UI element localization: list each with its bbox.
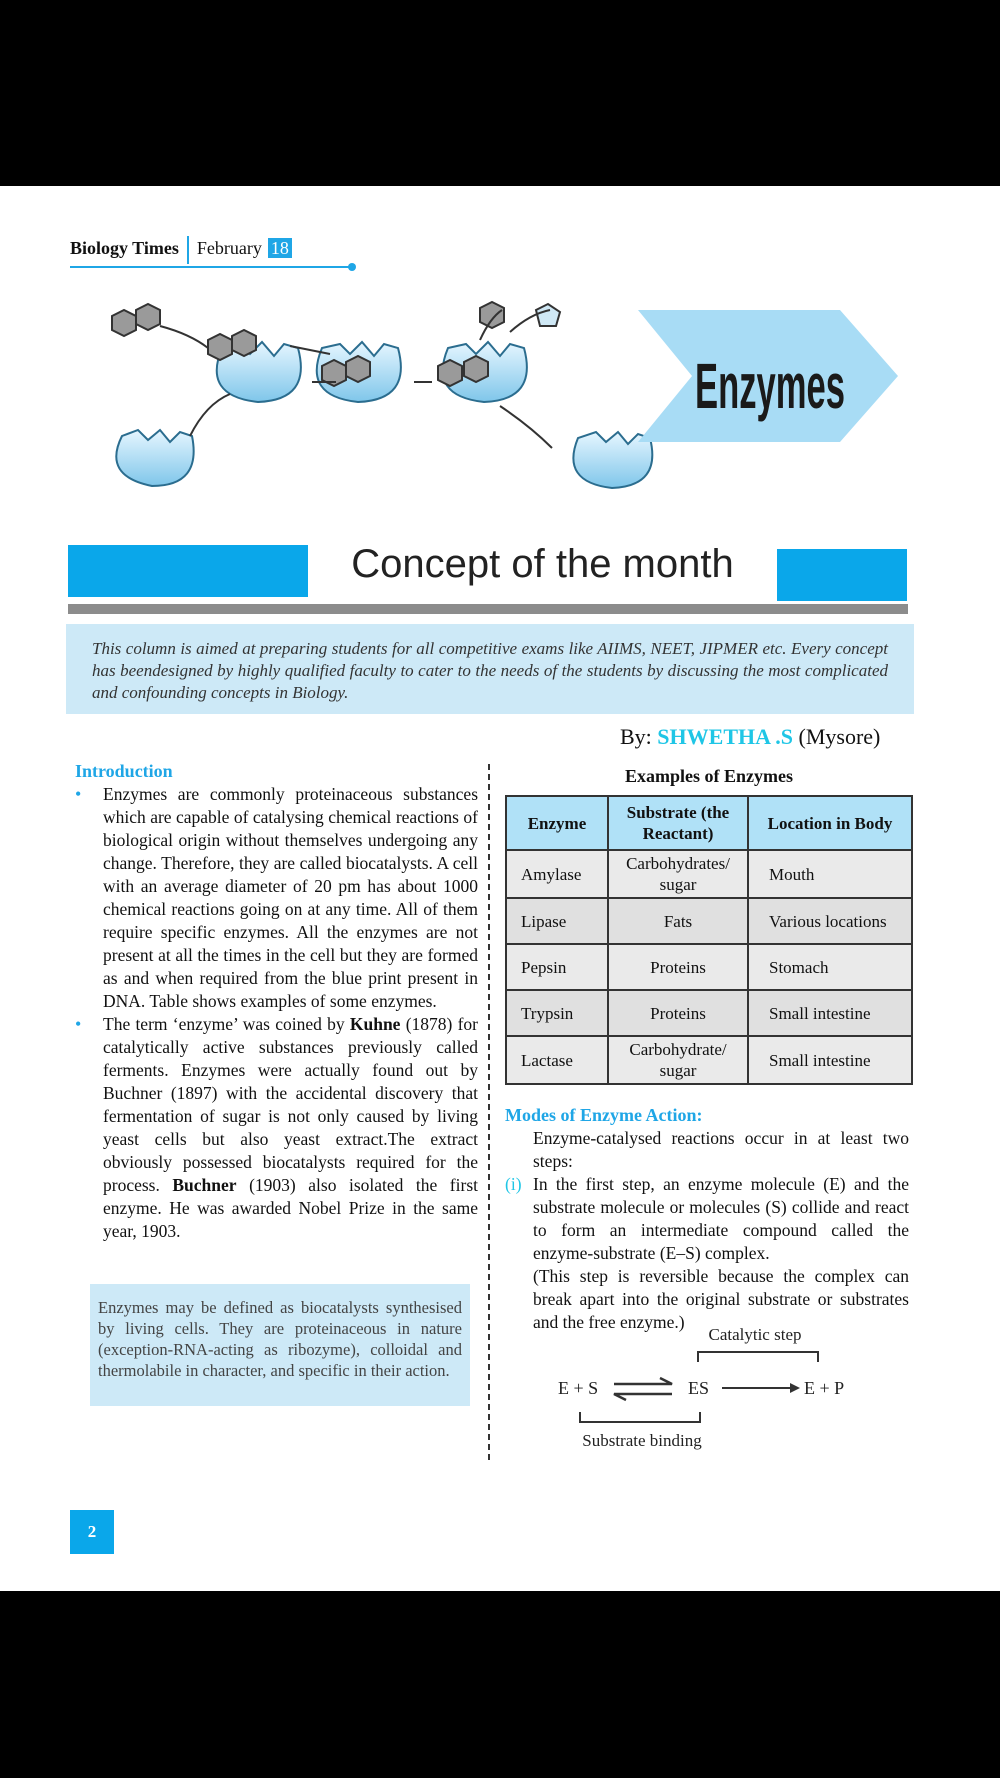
catalytic-step-label: Catalytic step	[708, 1325, 802, 1344]
page-number: 2	[70, 1510, 114, 1554]
forward-arrowhead	[790, 1383, 800, 1393]
product-hexagon	[464, 356, 488, 382]
table-cell: Carbohydrate/ sugar	[608, 1036, 748, 1084]
enzymes-title: Enzymes	[695, 350, 845, 422]
concept-heading: Concept of the month	[351, 542, 734, 586]
right-column	[505, 766, 913, 1085]
table-row	[506, 850, 912, 898]
bold-term: Buchner	[172, 1175, 237, 1195]
table-row	[506, 990, 912, 1036]
bullet-icon: •	[75, 784, 82, 804]
issue-day: 18	[268, 238, 292, 258]
column-header: Location in Body	[748, 796, 912, 850]
complex-label: ES	[688, 1378, 710, 1398]
enzymes-table	[505, 795, 913, 1085]
author-place: (Mysore)	[798, 724, 881, 749]
modes-heading: Modes of Enzyme Action:	[505, 1105, 703, 1125]
column-intro-text: This column is aimed at preparing students for all competitive exams like AIIMS, NEET, JIPMER etc. Every concept has beendesigned by highly qualified faculty to cater to the needs of the students by discussing the most complicated and confounding concepts in Biology.	[92, 639, 888, 702]
table-cell: Lipase	[506, 898, 608, 944]
modes-lead: Enzyme-catalysed reactions occur in at least two steps:	[533, 1128, 909, 1171]
substrate-hexagon	[232, 330, 256, 356]
product-hexagon	[438, 360, 462, 386]
title-bar-left	[68, 545, 308, 597]
table-row	[506, 898, 912, 944]
column-header: Enzyme	[506, 796, 608, 850]
header-underline	[70, 266, 352, 268]
substrate-binding-label: Substrate binding	[582, 1431, 702, 1450]
introduction-heading: Introduction	[75, 761, 173, 781]
column-divider	[488, 764, 490, 1460]
bullet-text: Enzymes are commonly proteinaceous substances which are capable of catalysing chemical reactions of biological origin without themselves undergoing any change. Therefore, they are called biocatalysts. A cell with an average diameter of 20 pm has about 1000 chemical reactions going on at any time. All of them require specific enzymes. All the enzymes are not present at all the times in the cell but they are formed as and when required from the blue print present in DNA. Table shows examples of some enzymes.	[103, 784, 478, 1011]
table-cell: Carbohydrates/ sugar	[608, 850, 748, 898]
arrow	[500, 406, 552, 448]
table-cell: Proteins	[608, 944, 748, 990]
enzyme-illustration	[60, 296, 920, 556]
table-cell: Proteins	[608, 990, 748, 1036]
table-title: Examples of Enzymes	[625, 766, 793, 786]
table-header-row	[506, 796, 912, 850]
table-cell: Amylase	[506, 850, 608, 898]
table-cell: Various locations	[748, 898, 912, 944]
product-pentagon	[536, 304, 560, 326]
reactants-label: E + S	[558, 1378, 599, 1398]
bullet-text: (1878) for catalytically active substances previously called ferments. Enzymes were actually found out by Buchner (1897) with the accidental discovery that fermentation of sugar is not only caused by living yeast cells but also yeast extract.The extract obviously possessed biocatalysts required for the process.	[103, 1014, 478, 1195]
title-underbar	[68, 604, 908, 614]
header-underline-dot	[348, 263, 356, 271]
header-separator	[187, 236, 189, 264]
table-cell: Small intestine	[748, 1036, 912, 1084]
table-row	[506, 1036, 912, 1084]
substrate-hexagon	[346, 356, 370, 382]
table-cell: Mouth	[748, 850, 912, 898]
definition-box	[90, 1284, 470, 1406]
column-intro-box	[66, 624, 914, 714]
byline-prefix: By:	[620, 724, 652, 749]
bullet-icon: •	[75, 1014, 82, 1034]
enzyme-shape-1	[116, 430, 193, 486]
list-item	[75, 783, 478, 1013]
catalytic-bracket	[698, 1352, 818, 1362]
arrow	[160, 326, 208, 348]
substrate-hexagon	[136, 304, 160, 330]
reaction-scheme	[550, 1322, 870, 1452]
page-header	[70, 236, 292, 264]
table-cell: Stomach	[748, 944, 912, 990]
title-bar-right	[777, 549, 907, 601]
bullet-text: (1903) also isolated the first enzyme. He was awarded Nobel Prize in the same year, 1903.	[103, 1175, 478, 1241]
issue-month: February	[196, 238, 262, 259]
introduction-list	[75, 783, 478, 1243]
table-cell: Fats	[608, 898, 748, 944]
table-row	[506, 944, 912, 990]
byline	[620, 724, 880, 750]
substrate-hexagon	[208, 334, 232, 360]
table-cell: Lactase	[506, 1036, 608, 1084]
bold-term: Kuhne	[349, 1014, 401, 1034]
arrow	[190, 394, 230, 436]
table-cell: Pepsin	[506, 944, 608, 990]
product-hexagon	[480, 302, 504, 328]
column-header: Substrate (the Reactant)	[608, 796, 748, 850]
products-label: E + P	[804, 1378, 845, 1398]
magazine-page	[0, 186, 1000, 1591]
substrate-hexagon	[112, 310, 136, 336]
left-column	[75, 760, 478, 1243]
list-item	[75, 1013, 478, 1243]
table-cell: Small intestine	[748, 990, 912, 1036]
magazine-name: Biology Times	[70, 238, 179, 259]
modes-section	[505, 1104, 909, 1334]
author-name: SHWETHA .S	[657, 724, 794, 749]
table-cell: Trypsin	[506, 990, 608, 1036]
step-text: In the first step, an enzyme molecule (E) and the substrate molecule or molecules (S) collide and react to form an intermediate compound called the enzyme-substrate (E–S) complex.	[533, 1174, 909, 1263]
step-paragraph	[505, 1173, 909, 1265]
binding-bracket	[580, 1412, 700, 1422]
definition-text: Enzymes may be defined as biocatalysts synthesised by living cells. They are proteinaceous in nature (exception-RNA-acting as ribozyme), colloidal and thermolabile in character, and specific in their action.	[98, 1298, 462, 1380]
step-number: (i)	[505, 1174, 522, 1194]
equilibrium-arrows	[614, 1378, 672, 1400]
bullet-text: The term ‘enzyme’ was coined by	[103, 1014, 350, 1034]
step-note: (This step is reversible because the complex can break apart into the original substrate or substrates and the free enzyme.)	[533, 1266, 909, 1332]
